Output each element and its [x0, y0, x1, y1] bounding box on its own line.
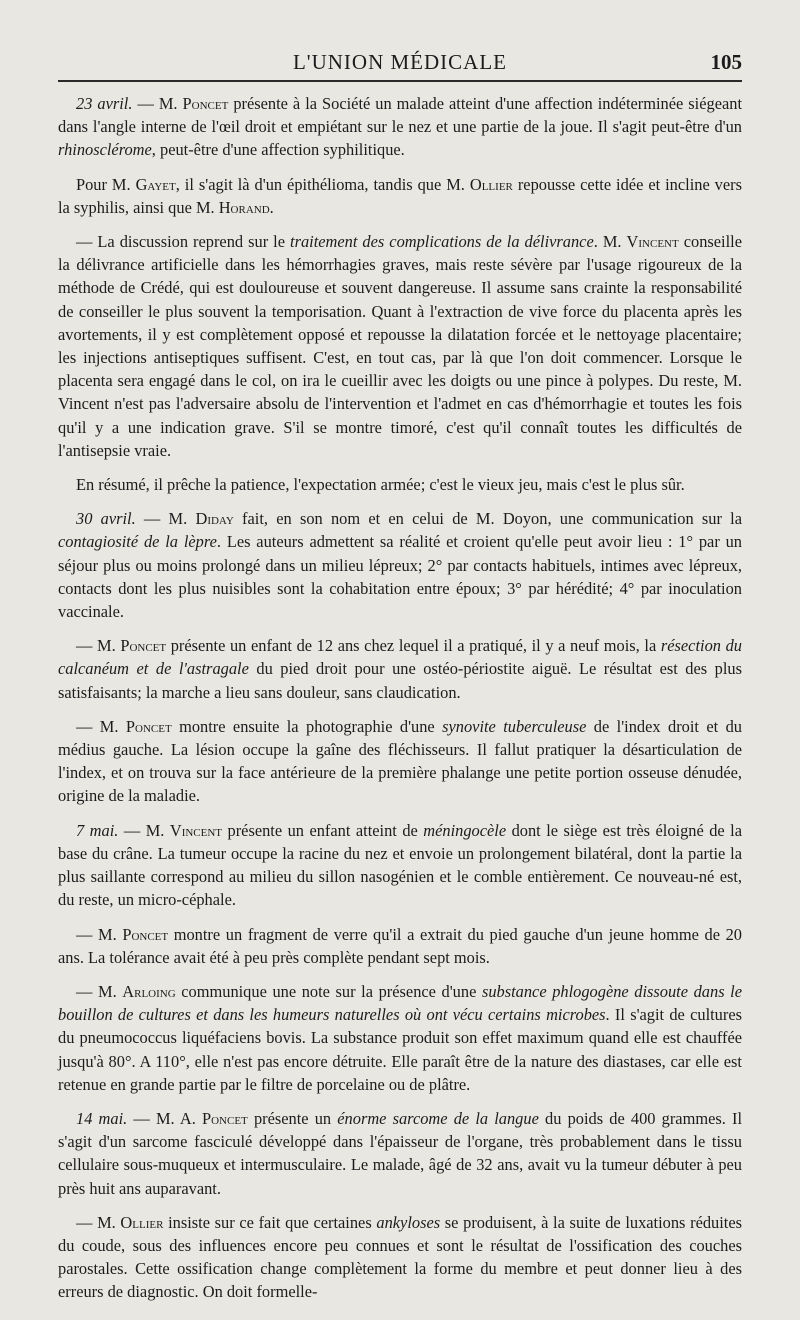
author-name: Horand	[218, 197, 270, 217]
text-run: — M.	[118, 820, 170, 840]
text-run: .	[269, 197, 274, 217]
text-run: — La discussion reprend sur le	[76, 232, 291, 252]
author-name: Poncet	[182, 94, 229, 113]
text-run: montre un fragment de verre qu'il a extrait du pied gauche d'un jeune homme de 20 ans. La tolérance avait été à peu près complète pendant sept mois.	[58, 924, 742, 967]
text-run: présente un enfant de 12 ans chez lequel il a pratiqué, il y a neuf mois, la	[166, 636, 661, 656]
italic-text: synovite tuberculeuse	[442, 716, 587, 736]
italic-text: 23 avril.	[76, 94, 133, 113]
text-run: Pour M.	[76, 174, 136, 194]
text-run: . Il s'agit de cultures du pneumococcus liquéfaciens bovis. La substance produit son effet maximum quand elle est chauffée jusqu'à 80°. A 110°, elle n'est pas encore détruite. Elle paraît être de la nature des diastases, car elle est retenue en grande partie par le filtre de porcelaine ou de plâtre.	[58, 1005, 742, 1094]
author-name: Ollier	[120, 1212, 164, 1232]
paragraph	[58, 230, 742, 462]
paragraph	[58, 92, 742, 162]
text-run: — M.	[135, 509, 196, 529]
text-run: , peut-être d'une affection syphilitique.	[151, 140, 405, 160]
text-run: — M.	[132, 94, 183, 113]
text-run: — M.	[76, 636, 121, 656]
paragraph	[58, 1107, 742, 1200]
author-name: Poncet	[120, 636, 167, 656]
italic-text: 14 mai.	[76, 1108, 128, 1128]
author-name: Gayet	[135, 174, 176, 194]
text-run: présente un enfant atteint de	[222, 820, 424, 840]
paragraph	[58, 473, 742, 496]
text-run: — M.	[76, 924, 123, 944]
italic-text: 7 mai.	[76, 820, 119, 840]
text-run: du poids de 400 grammes. Il s'agit d'un sarcome fasciculé développé dans l'épaisseur de l'organe, très probablement dans le tissu cellulaire sous-muqueux et intermusculaire. Le malade, âgé de 32 ans, avait vu la tumeur débuter à peu près huit ans auparavant.	[58, 1108, 742, 1198]
text-run: — M.	[76, 716, 126, 736]
italic-text: rhinosclérome	[58, 140, 152, 160]
text-run: — M.	[76, 981, 123, 1001]
text-run: . M.	[593, 232, 627, 252]
paragraph	[58, 634, 742, 704]
italic-text: 30 avril.	[76, 509, 136, 529]
text-run: se produisent, à la suite de luxations réduites du coude, sous des influences encore peu connues et sont le résultat de l'ossification des couches parostales. Cette ossification change complètement la forme du membre et peut donner lieu à des erreurs de diagnostic. On doit formelle-	[58, 1212, 742, 1302]
text-run: présente un	[247, 1108, 338, 1128]
page-number: 105	[710, 50, 742, 74]
text-run: présente à la Société un malade atteint d'une affection indéterminée siégeant dans l'angle interne de l'œil droit et empiétant sur le nez et une partie de la joue. Il s'agit peut-être d'un	[58, 94, 742, 137]
author-name: Poncet	[122, 924, 169, 944]
text-run: — M. A.	[127, 1108, 202, 1128]
italic-text: contagiosité de la lèpre	[58, 532, 217, 552]
author-name: Vincent	[169, 820, 223, 840]
author-name: Poncet	[202, 1108, 248, 1128]
text-run: . Les auteurs admettent sa réalité et croient qu'elle peut avoir lieu : 1° par un séjour plus ou moins prolongé dans un milieu lépreux; 2° par contacts habituels, intimes avec lépreux, contacts dont les plus nuisibles sont la cohabitation entre époux; 3° par hérédité; 4° par inoculation vaccinale.	[58, 532, 743, 622]
text-run: insiste sur ce fait que certaines	[163, 1212, 377, 1232]
italic-text: énorme sarcome de la langue	[337, 1108, 539, 1128]
paragraph	[58, 923, 742, 969]
text-run: dont le siège est très éloigné de la base du crâne. La tumeur occupe la racine du nez et envoie un prolongement bilatéral, dont la partie la plus saillante correspond au milieu du sillon nasogénien et le comble entièrement. Ce nouveau-né est, du reste, un micro-céphale.	[58, 820, 742, 910]
text-run: , il s'agit là d'un épithélioma, tandis que M.	[175, 174, 470, 194]
text-run: montre ensuite la photographie d'une	[171, 716, 443, 736]
journal-title: L'UNION MÉDICALE	[292, 50, 507, 74]
header-rule	[58, 80, 742, 82]
author-name: Diday	[195, 509, 234, 529]
paragraph	[58, 173, 742, 219]
paragraph	[58, 507, 742, 623]
paragraph	[58, 980, 742, 1096]
text-run: du pied droit pour une ostéo-périostite aiguë. Le résultat est des plus satisfaisants; la marche a lieu sans douleur, sans claudication.	[58, 659, 742, 702]
text-run: communique une note sur la présence d'une	[175, 981, 482, 1001]
text-run: repousse cette idée et incline vers la syphilis, ainsi que M.	[58, 174, 742, 217]
text-run: fait, en son nom et en celui de M. Doyon, une communication sur la	[233, 509, 742, 529]
italic-text: substance phlogogène dissoute dans le bouillon de cultures et dans les humeurs naturelles où ont vécu certains microbes	[58, 981, 743, 1025]
article-body	[58, 92, 742, 1304]
author-name: Poncet	[125, 716, 172, 736]
italic-text: résection du calcanéum et de l'astragale	[58, 636, 742, 679]
text-run: — M.	[76, 1212, 121, 1232]
italic-text: méningocèle	[423, 820, 507, 840]
text-run: de l'index droit et du médius gauche. La lésion occupe la gaîne des fléchisseurs. Il fallut pratiquer la désarticulation de l'index, et on trouva sur la face antérieure de la première phalange une petite portion osseuse dénudée, origine de la maladie.	[58, 716, 742, 806]
author-name: Vincent	[626, 232, 679, 252]
italic-text: traitement des complications de la délivrance	[290, 232, 594, 252]
text-run: En résumé, il prêche la patience, l'expectation armée; c'est le vieux jeu, mais c'est le plus sûr.	[76, 475, 685, 495]
running-head	[58, 42, 742, 82]
paragraph	[58, 819, 742, 912]
author-name: Ollier	[469, 174, 513, 194]
paragraph	[58, 1211, 742, 1304]
author-name: Arloing	[122, 981, 176, 1001]
text-run: conseille la délivrance artificielle dans les hémorrhagies graves, mais reste sévère par l'usage rigoureux de la méthode de Crédé, qui est douloureuse et souvent dangereuse. Il assume sans crainte la responsabilité de conseiller le plus souvent la temporisation. Quant à l'extraction de vive force du placenta après les avortements, il y est complètement opposé et repousse la dilatation forcée et le nettoyage placentaire; les injections antiseptiques suffisent. C'est, en tout cas, par là que l'on doit commencer. Lorsque le placenta sera engagé dans le col, on ira le cueillir avec les doigts ou une pince à polypes. Du reste, M. Vincent n'est pas l'adversaire absolu de l'intervention et l'admet en cas d'hémorrhagie et toutes les fois qu'il y a une indication grave. S'il se montre timoré, c'est qu'il connaît toutes les difficultés de l'antisepsie vraie.	[58, 232, 742, 460]
italic-text: ankyloses	[376, 1212, 441, 1232]
paragraph	[58, 715, 742, 808]
